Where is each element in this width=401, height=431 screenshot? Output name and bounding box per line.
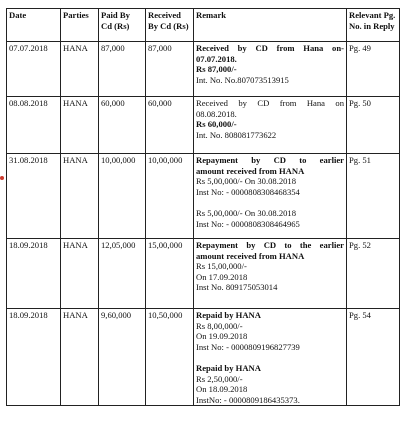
cell-received-by-cd: 60,000 — [146, 97, 194, 154]
cell-remark — [194, 97, 347, 154]
table-row — [7, 42, 400, 97]
remark-line: On 19.09.2018 — [196, 331, 248, 342]
cell-remark — [194, 309, 347, 406]
cell-remark — [194, 239, 347, 309]
cell-paid-by-cd: 10,00,000 — [99, 154, 146, 239]
cell-relevant-page: Pg. 52 — [347, 239, 400, 309]
cell-received-by-cd: 10,00,000 — [146, 154, 194, 239]
remark-line: Rs 8,00,000/- — [196, 320, 243, 331]
header-received-by-cd: Received By Cd (Rs) — [146, 9, 194, 42]
remark-line: Rs 5,00,000/- On 30.08.2018 — [196, 207, 297, 218]
remark-line: Rs 60,000/- — [196, 119, 237, 130]
remark-line: Inst No: - 0000808308468354 — [196, 186, 300, 197]
remark-line: Rs 87,000/- — [196, 64, 237, 75]
table-header-row — [7, 9, 400, 42]
remark-line: 08.08.2018. — [196, 108, 237, 119]
remark-line: Rs 5,00,000/- On 30.08.2018 — [196, 176, 297, 187]
remark-spacer — [196, 197, 344, 208]
table-row — [7, 239, 400, 309]
cell-relevant-page: Pg. 54 — [347, 309, 400, 406]
remark-line: Inst No: - 0000809196827739 — [196, 341, 300, 352]
cell-received-by-cd: 15,00,000 — [146, 239, 194, 309]
remark-line: Int. No. 808081773622 — [196, 129, 277, 140]
cell-paid-by-cd: 9,60,000 — [99, 309, 146, 406]
remark-line: Repayment by CD to the earlier — [196, 240, 344, 250]
cell-date: 31.08.2018 — [7, 154, 61, 239]
header-date: Date — [7, 9, 61, 42]
cell-date: 18.09.2018 — [7, 239, 61, 309]
cell-party: HANA — [61, 97, 99, 154]
cell-remark — [194, 154, 347, 239]
header-relevant-page: Relevant Pg. No. in Reply — [347, 9, 400, 42]
table-row — [7, 309, 400, 406]
cell-date: 07.07.2018 — [7, 42, 61, 97]
remark-line: On 17.09.2018 — [196, 271, 248, 282]
cell-relevant-page: Pg. 49 — [347, 42, 400, 97]
remark-line: amount received from HANA — [196, 165, 305, 176]
cell-paid-by-cd: 87,000 — [99, 42, 146, 97]
transactions-table — [6, 8, 400, 406]
cell-date: 08.08.2018 — [7, 97, 61, 154]
cell-relevant-page: Pg. 51 — [347, 154, 400, 239]
remark-line: Received by CD from Hana on — [196, 98, 344, 108]
header-paid-by-cd: Paid By Cd (Rs) — [99, 9, 146, 42]
remark-line: Repaid by HANA — [196, 310, 261, 320]
remark-line: Repaid by HANA — [196, 362, 261, 373]
cell-date: 18.09.2018 — [7, 309, 61, 406]
remark-line: 07.07.2018. — [196, 53, 237, 64]
remark-line: Inst No. 809175053014 — [196, 282, 278, 293]
margin-bullet-marker — [0, 176, 4, 180]
remark-line: Inst No: - 0000808308464965 — [196, 218, 300, 229]
remark-line: Rs 15,00,000/- — [196, 261, 247, 272]
table-row — [7, 97, 400, 154]
remark-line: Repayment by CD to earlier — [196, 155, 344, 165]
remark-line: On 18.09.2018 — [196, 384, 248, 395]
remark-line: Rs 2,50,000/- — [196, 373, 243, 384]
remark-line: InstNo: - 0000809186435373. — [196, 394, 300, 405]
remark-line: Received by CD from Hana on- — [196, 43, 344, 53]
cell-paid-by-cd: 60,000 — [99, 97, 146, 154]
cell-party: HANA — [61, 239, 99, 309]
cell-party: HANA — [61, 309, 99, 406]
header-parties: Parties — [61, 9, 99, 42]
cell-received-by-cd: 87,000 — [146, 42, 194, 97]
table-body — [7, 42, 400, 406]
remark-line: Int. No. No.807073513915 — [196, 74, 289, 85]
cell-relevant-page: Pg. 50 — [347, 97, 400, 154]
cell-party: HANA — [61, 42, 99, 97]
header-remark: Remark — [194, 9, 347, 42]
cell-remark — [194, 42, 347, 97]
cell-party: HANA — [61, 154, 99, 239]
remark-spacer — [196, 352, 344, 363]
remark-line: amount received from HANA — [196, 250, 305, 261]
cell-received-by-cd: 10,50,000 — [146, 309, 194, 406]
cell-paid-by-cd: 12,05,000 — [99, 239, 146, 309]
table-row — [7, 154, 400, 239]
